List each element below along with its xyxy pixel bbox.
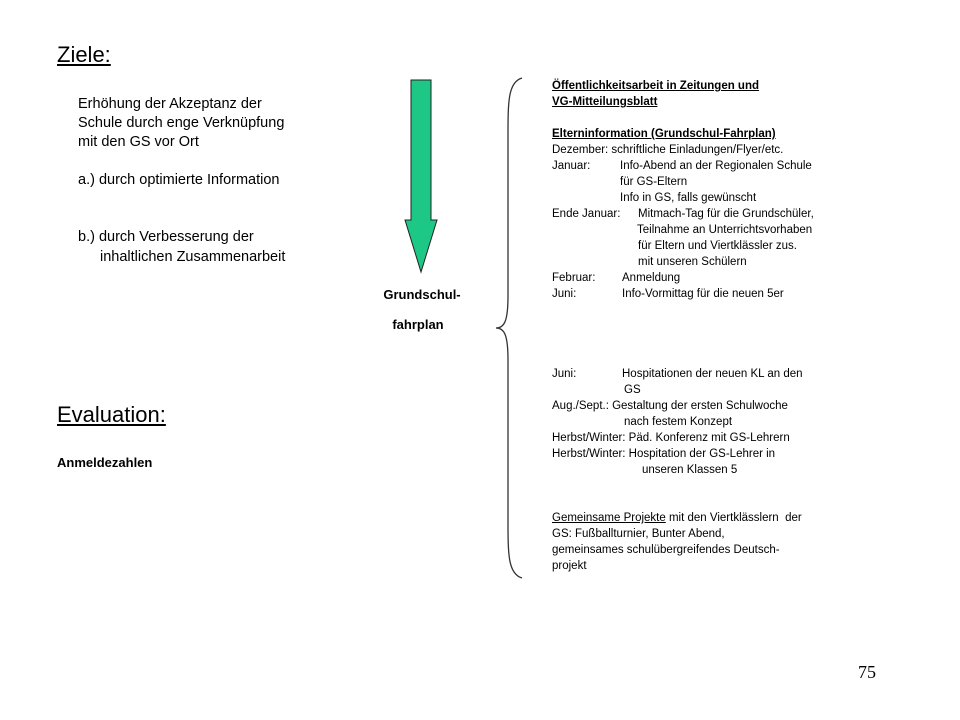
ende-januar-text-1: Mitmach-Tag für die Grundschüler, [638, 208, 814, 220]
herbst-text-1: Herbst/Winter: Päd. Konferenz mit GS-Lehrern [552, 432, 790, 444]
public-relations-heading-2: VG-Mitteilungsblatt [552, 96, 658, 108]
fahrplan-label-line-1: Grundschul- [383, 287, 461, 302]
goal-line-2: Schule durch enge Verknüpfung [78, 115, 285, 131]
point-a: a.) durch optimierte Information [78, 172, 280, 188]
juni-label: Juni: [552, 288, 577, 300]
herbst-text-2: Herbst/Winter: Hospitation der GS-Lehrer in [552, 448, 776, 460]
aug-text-2: nach festem Konzept [624, 416, 733, 428]
juni-2-text-2: GS [624, 384, 641, 396]
public-relations-heading-1: Öffentlichkeitsarbeit in Zeitungen und [552, 80, 760, 92]
juni-2-label: Juni: [552, 368, 577, 380]
januar-text-1: Info-Abend an der Regionalen Schule [620, 160, 812, 172]
projekte-heading: Gemeinsame Projekte [552, 512, 666, 524]
projekte-text-3: gemeinsames schulübergreifendes Deutsch- [552, 544, 780, 556]
februar-line [552, 270, 680, 286]
page-number: 75 [858, 662, 876, 682]
juni-line [552, 286, 784, 302]
januar-label: Januar: [552, 160, 591, 172]
goal-line-3: mit den GS vor Ort [78, 134, 199, 150]
projekte-line-1 [552, 510, 802, 526]
down-arrow-icon [404, 78, 438, 274]
dezember-line: Dezember: schriftliche Einladungen/Flyer/etc. [552, 144, 784, 156]
januar-text-2: für GS-Eltern [620, 176, 688, 188]
aug-text-1: Aug./Sept.: Gestaltung der ersten Schulwoche [552, 400, 788, 412]
juni-2-line [552, 366, 803, 382]
goal-line-1: Erhöhung der Akzeptanz der [78, 96, 262, 112]
ende-januar-text-4: mit unseren Schülern [638, 256, 747, 268]
parent-info-heading: Elterninformation (Grundschul-Fahrplan) [552, 128, 776, 140]
februar-text: Anmeldung [622, 272, 681, 284]
point-b-line-1: b.) durch Verbesserung der [78, 229, 254, 245]
juni-2-text-1: Hospitationen der neuen KL an den [622, 368, 803, 380]
herbst-text-3: unseren Klassen 5 [642, 464, 738, 476]
evaluation-title: Evaluation: [57, 402, 166, 427]
projekte-text-2: GS: Fußballturnier, Bunter Abend, [552, 528, 725, 540]
projekte-text-4: projekt [552, 560, 587, 572]
evaluation-item: Anmeldezahlen [57, 455, 153, 470]
ende-januar-line-1 [552, 206, 814, 222]
projekte-text-1: mit den Viertklässlern der [665, 512, 802, 524]
curly-brace-icon [494, 76, 524, 580]
ende-januar-label: Ende Januar: [552, 208, 621, 220]
januar-line-1 [552, 158, 812, 174]
ende-januar-text-2: Teilnahme an Unterrichtsvorhaben [637, 224, 813, 236]
ende-januar-text-3: für Eltern und Viertklässler zus. [638, 240, 797, 252]
point-b-line-2: inhaltlichen Zusammenarbeit [100, 249, 286, 265]
februar-label: Februar: [552, 272, 596, 284]
fahrplan-label-line-2: fahrplan [392, 317, 444, 332]
ziele-title: Ziele: [57, 42, 111, 67]
januar-text-3: Info in GS, falls gewünscht [620, 192, 757, 204]
juni-text: Info-Vormittag für die neuen 5er [622, 288, 784, 300]
